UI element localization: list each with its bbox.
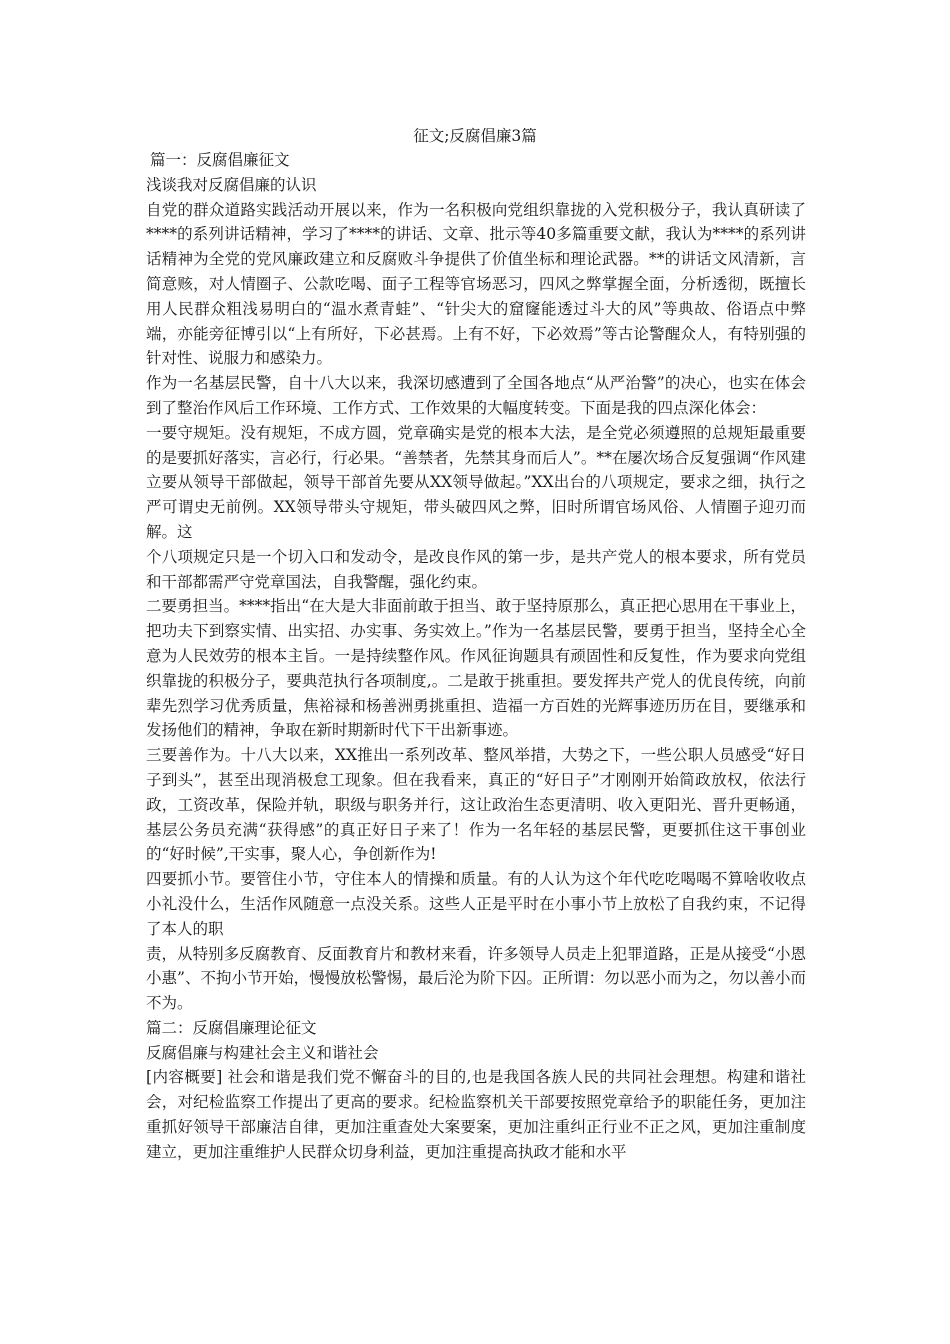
document-title: 征文;反腐倡廉3篇 — [413, 127, 537, 145]
article-title: 反腐倡廉与构建社会主义和谐社会 — [146, 1043, 379, 1062]
article-title: 浅谈我对反腐倡廉的认识 — [146, 175, 317, 194]
paragraph: 二要勇担当。****指出“在大是大非面前敢于担当、敢于坚持原那么，真正把心思用在干事业上，把功夫下到察实情、出实招、办实事、务实效上。”作为一名基层民警，要勇于担当，坚持全心全意为人民效劳的根本主旨。一是持续整作风。作风征询题具有顽固性和反复性，作为要求向党组织靠拢的积极分子，要典范执行各项制度,。二是敢于挑重担。要发挥共产党人的优良传统，向前辈先烈学习优秀质量，焦裕禄和杨善洲勇挑重担、造福一方百姓的光辉事迹历历在目，要继承和发扬他们的精神，争取在新时期新时代下干出新事迹。 — [146, 597, 806, 740]
paragraph: [内容概要] 社会和谐是我们党不懈奋斗的目的,也是我国各族人民的共同社会理想。构建和谐社会，对纪检监察工作提出了更高的要求。纪检监察机关干部要按照党章给予的职能任务，更加注重抓好领导干部廉洁自律，更加注重查处大案要案，更加注重纠正行业不正之风，更加注重制度建立，更加注重维护人民群众切身利益，更加注重提高执政才能和水平 — [146, 1068, 806, 1161]
paragraph: 三要善作为。十八大以来，XX推出一系列改革、整风举措，大势之下，一些公职人员感受“好日子到头”，甚至出现消极怠工现象。但在我看来，真正的“好日子”才刚刚开始简政放权，依法行政，工资改革，保险并轨，职级与职务并行，这让政治生态更清明、收入更阳光、晋升更畅通，基层公务员充满“获得感”的真正好日子来了！作为一名年轻的基层民警，更要抓住这干事创业的“好时候”,干实事，聚人心，争创新作为! — [146, 746, 806, 864]
paragraph: 作为一名基层民警，自十八大以来，我深切感遭到了全国各地点“从严治警”的决心，也实在体会到了整治作风后工作环境、工作方式、工作效果的大幅度转变。下面是我的四点深化体会： — [146, 374, 806, 417]
paragraph: 个八项规定只是一个切入口和发动令，是改良作风的第一步，是共产党人的根本要求，所有党员和干部都需严守党章国法，自我警醒，强化约束。 — [146, 547, 806, 591]
paragraph: 自党的群众道路实践活动开展以来，作为一名积极向党组织靠拢的入党积极分子，我认真研读了****的系列讲话精神，学习了****的讲话、文章、批示等40多篇重要文献，我认为****的系列讲话精神为全党的党风廉政建立和反腐败斗争提供了价值坐标和理论武器。**的讲话文风清新，言简意赅，对人情圈子、公款吃喝、面子工程等官场恶习，四风之弊掌握全面，分析透彻，既擅长用人民群众粗浅易明白的“温水煮青蛙”、“针尖大的窟窿能透过斗大的风”等典故、俗语点中弊端，亦能旁征博引以“上有所好，下必甚焉。上有不好，下必效焉”等古论警醒众人，有特别强的针对性、说服力和感染力。 — [146, 200, 806, 368]
paragraph: 一要守规矩。没有规矩，不成方圆，党章确实是党的根本大法，是全党必须遵照的总规矩最重要的是要抓好落实，言必行，行必果。“善禁者，先禁其身而后人”。**在屡次场合反复强调“作风建立要从领导干部做起，领导干部首先要从XX领导做起。”XX出台的八项规定，要求之细，执行之严可谓史无前例。XX领导带头守规矩，带头破四风之弊，旧时所谓官场风俗、人情圈子迎刃而解。这 — [146, 423, 806, 541]
paragraph: 四要抓小节。要管住小节，守住本人的情操和质量。有的人认为这个年代吃吃喝喝不算啥收收点小礼没什么，生活作风随意一点没关系。这些人正是平时在小事小节上放松了自我约束，不记得了本人的职 — [146, 870, 806, 938]
section-heading: 篇二：反腐倡廉理论征文 — [146, 1018, 317, 1037]
document-body — [146, 148, 806, 1165]
section-heading: 篇一：反腐倡廉征文 — [150, 151, 290, 169]
paragraph: 责，从特别多反腐教育、反面教育片和教材来看，许多领导人员走上犯罪道路，正是从接受“小恩小惠”、不拘小节开始，慢慢放松警惕，最后沦为阶下囚。正所谓：勿以恶小而为之，勿以善小而不为。 — [146, 944, 806, 1013]
